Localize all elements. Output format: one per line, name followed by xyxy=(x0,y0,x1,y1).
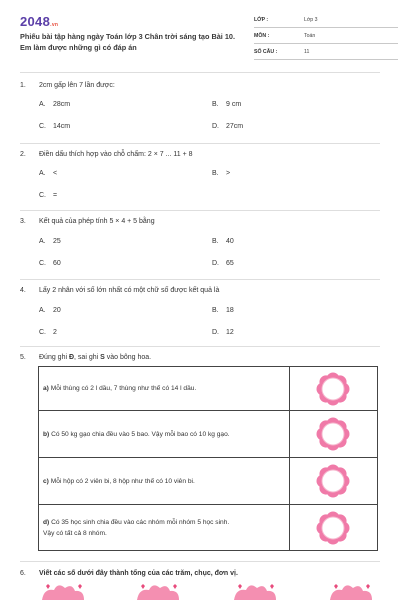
divider xyxy=(20,143,380,144)
divider xyxy=(20,279,380,280)
option-a[interactable]: A. < xyxy=(39,170,58,177)
divider xyxy=(20,346,380,347)
question-6: 6. Viết các số dưới đây thành tổng của các trăm, chục, đơn vị. xyxy=(20,570,238,577)
site-logo[interactable]: 2048.vn xyxy=(20,14,59,29)
option-c[interactable]: C. 2 xyxy=(39,329,57,336)
option-a[interactable]: A. 28cm xyxy=(39,101,71,108)
question-1: 1. 2cm gấp lên 7 lần được: A. 28cm B. 9 cm C. 14cm D. 27cm xyxy=(20,82,244,130)
flower-icon[interactable] xyxy=(315,371,351,407)
meta-row-count: SỐ CÂU : 11 xyxy=(254,46,398,60)
option-b[interactable]: B. 18 xyxy=(212,307,234,314)
option-c[interactable]: C. 14cm xyxy=(39,123,71,130)
decor-cloud-icon xyxy=(230,580,280,600)
question-5: 5. Đúng ghi Đ, sai ghi S vào bông hoa. xyxy=(20,354,152,361)
meta-info xyxy=(254,14,398,62)
answer-flower-cell[interactable] xyxy=(289,367,377,411)
option-c[interactable]: C. = xyxy=(39,192,58,199)
header xyxy=(20,14,380,64)
question-4: 4. Lấy 2 nhân với số lớn nhất có một chữ số được kết quả là A. 20 B. 18 C. 2 D. 12 xyxy=(20,287,234,336)
option-d[interactable]: D. 27cm xyxy=(212,123,244,130)
answer-flower-cell[interactable] xyxy=(289,505,377,551)
option-b[interactable]: B. 9 cm xyxy=(212,101,242,108)
decor-cloud-icon xyxy=(38,580,88,600)
option-d[interactable]: D. 12 xyxy=(212,329,234,336)
option-d[interactable]: D. 65 xyxy=(212,260,234,267)
answer-flower-cell[interactable] xyxy=(289,411,377,458)
answer-flower-cell[interactable] xyxy=(289,458,377,505)
option-b[interactable]: B. 40 xyxy=(212,238,234,245)
divider xyxy=(20,210,380,211)
option-b[interactable]: B. > xyxy=(212,170,231,177)
decor-cloud-icon xyxy=(133,580,183,600)
worksheet-title: Phiếu bài tập hàng ngày Toán lớp 3 Chân trời sáng tạo Bài 10. Em làm được những gì có đáp án xyxy=(20,32,235,52)
divider xyxy=(20,72,380,73)
flower-icon[interactable] xyxy=(315,416,351,452)
question-3: 3. Kết quả của phép tính 5 × 4 + 5 bằng A. 25 B. 40 C. 60 D. 65 xyxy=(20,218,234,267)
option-a[interactable]: A. 25 xyxy=(39,238,61,245)
table-row xyxy=(39,458,378,505)
flower-icon[interactable] xyxy=(315,463,351,499)
statement-cell: b) Có 50 kg gạo chia đều vào 5 bao. Vậy mỗi bao có 10 kg gạo. xyxy=(39,411,290,458)
flower-icon[interactable] xyxy=(315,510,351,546)
table-row xyxy=(39,505,378,551)
table-row xyxy=(39,367,378,411)
question-2: 2. Điền dấu thích hợp vào chỗ chấm: 2 × 7 ... 11 + 8 A. < B. > C. = xyxy=(20,151,231,199)
decor-cloud-icon xyxy=(326,580,376,600)
option-c[interactable]: C. 60 xyxy=(39,260,61,267)
true-false-table xyxy=(38,366,378,551)
meta-row-subject: MÔN : Toán xyxy=(254,30,398,44)
divider xyxy=(20,561,380,562)
table-row xyxy=(39,411,378,458)
statement-cell: a) Mỗi thùng có 2 l dầu, 7 thùng như thế có 14 l dầu. xyxy=(39,367,290,411)
statement-cell: d) Có 35 học sinh chia đều vào các nhóm mỗi nhóm 5 học sinh. Vậy có tất cả 8 nhóm. xyxy=(39,505,290,551)
statement-cell: c) Mỗi hộp có 2 viên bi, 8 hộp như thế có 10 viên bi. xyxy=(39,458,290,505)
option-a[interactable]: A. 20 xyxy=(39,307,61,314)
meta-row-class: LỚP : Lớp 3 xyxy=(254,14,398,28)
